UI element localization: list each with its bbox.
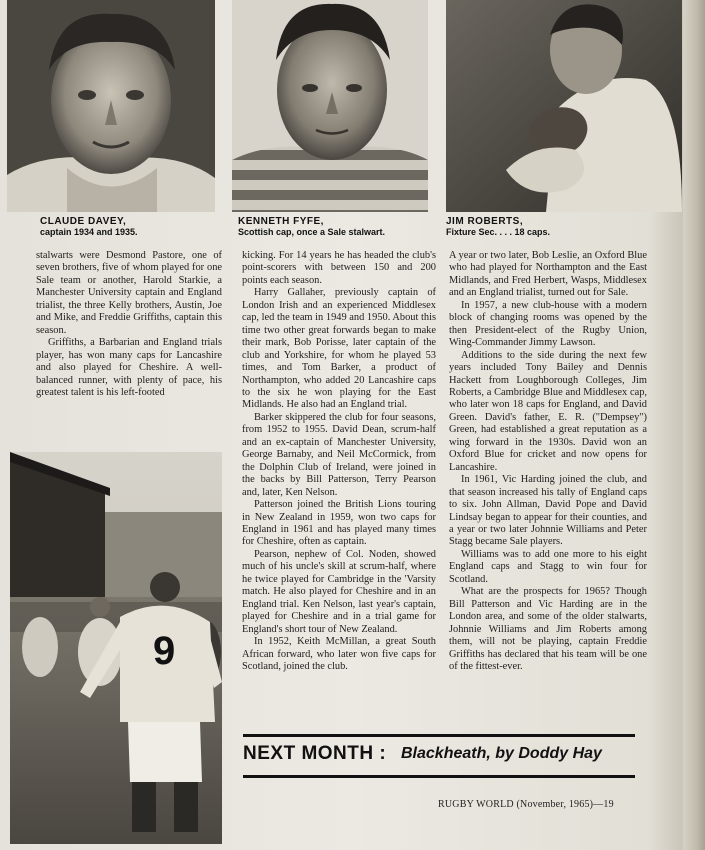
photo-claude-davey	[7, 0, 215, 212]
caption-claude-davey	[40, 216, 138, 238]
paragraph: Additions to the side during the next few years included Tony Bailey and Dennis Hackett from Loughborough Colleges, Jim Roberts, a Cambridge Blue and Middlesex cap, who later won 18 caps for England, and David Green. David's father, E. R. ("Dempsey") Green, had established a great reputation as a wing forward in the 1930s. David won an Oxford Blue for cricket and now opens for Lancashire.	[449, 349, 647, 473]
article-column-1	[36, 250, 222, 399]
paragraph: stalwarts were Desmond Pastore, one of seven brothers, five of whom played for one Sale team or another, Harold Starkie, a Manchester University captain and England trialist, the three Kelly brothers, Austin, Joe and Mike, and Freddie Griffiths, captain this season.	[36, 250, 222, 336]
paragraph: What are the prospects for 1965? Though Bill Patterson and Vic Harding are in the London area, and some of the older stalwarts, Johnnie Williams and Jim Roberts among them, will not be playing, captain Freddie Griffiths has declared that his team will be one of the fittest-ever.	[449, 586, 647, 672]
paragraph: Pearson, nephew of Col. Noden, showed much of his uncle's skill at scrum-half, where he twice played for Cambridge in the 'Varsity match. He also played for Cheshire and in an England trial. Ken Nelson, last year's captain, played for Cheshire and in a trial game for England's short tour of New Zealand.	[242, 548, 436, 635]
caption-subtitle: Scottish cap, once a Sale stalwart.	[238, 227, 386, 237]
paragraph: A year or two later, Bob Leslie, an Oxford Blue who had played for Northampton and the East Midlands, and Fred Herbert, Wasps, Middlesex and an England trialist, turned out for Sale.	[449, 250, 647, 299]
caption-subtitle: captain 1934 and 1935.	[40, 227, 138, 237]
next-month-label: NEXT MONTH :	[243, 743, 387, 764]
paragraph: In 1957, a new club-house with a modern block of changing rooms was opened by the then President-elect of the Rugby Union, Wing-Commander Jimmy Lawson.	[449, 299, 647, 349]
photo-match-action	[10, 452, 222, 844]
photo-jim-roberts	[446, 0, 682, 212]
paragraph: kicking. For 14 years he has headed the club's point-scorers with between 150 and 200 points each season.	[242, 250, 436, 286]
caption-jim-roberts	[446, 216, 550, 238]
caption-subtitle: Fixture Sec. . . . 18 caps.	[446, 227, 551, 237]
caption-kenneth-fyfe	[238, 216, 385, 238]
paragraph: Harry Gallaher, previously captain of London Irish and an experienced Middlesex cap, led the team in 1949 and 1950. About this time two other great forwards began to make their mark, Bob Porisse, later captain of the club and Yorkshire, for whom he played 53 times, and Tom Barker, a product of Northampton, who added 20 Lancashire caps to the six he won playing for the East Midlands. He also had an England trial.	[242, 287, 436, 411]
paragraph: Griffiths, a Barbarian and England trials player, has won many caps for Lancashire and also played for Cheshire. A well-balanced runner, with plenty of pace, his greatest talent is his left-footed	[36, 337, 222, 398]
paragraph: Barker skippered the club for four seasons, from 1952 to 1955. David Dean, scrum-half and an ex-captain of Manchester University, George Barnaby, and Neil McCormick, from the Dolphin Club of Ireland, were joined in the backs by Bill Patterson, Terry Pearson and, later, Ken Nelson.	[242, 411, 436, 498]
paragraph: In 1952, Keith McMillan, a great South African forward, who later won five caps for Scotland, joined the club.	[242, 636, 436, 672]
caption-name: KENNETH FYFE,	[238, 216, 324, 227]
paragraph: Williams was to add one more to his eight England caps and Stagg to win four for Scotland.	[449, 548, 647, 585]
photo-kenneth-fyfe	[232, 0, 428, 212]
article-column-3	[449, 250, 647, 673]
page-edge	[683, 0, 705, 850]
paragraph: Patterson joined the British Lions touring in New Zealand in 1959, won two caps for England in 1961 and has played many times for Cheshire, often as captain.	[242, 499, 436, 548]
next-month-banner	[243, 734, 635, 778]
next-month-title: Blackheath, by Doddy Hay	[401, 745, 602, 762]
page-footer: RUGBY WORLD (November, 1965)—19	[438, 799, 614, 810]
jersey-number: 9	[153, 629, 176, 673]
article-column-2	[242, 250, 436, 673]
caption-name: CLAUDE DAVEY,	[40, 216, 127, 227]
paragraph: In 1961, Vic Harding joined the club, and that season increased his tally of England caps to six. John Allman, David Pope and David Lindsay began to appear for their counties, and a year or two later Johnnie Williams and Peter Stagg became Sale players.	[449, 474, 647, 548]
caption-name: JIM ROBERTS,	[446, 216, 524, 227]
